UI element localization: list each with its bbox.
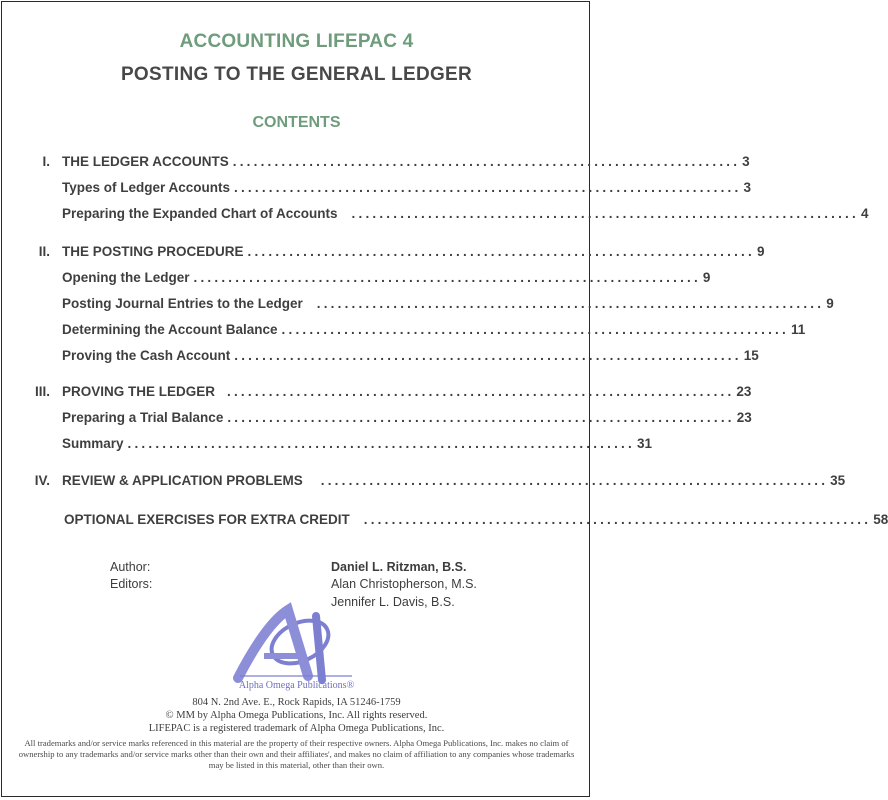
toc-label: Posting Journal Entries to the Ledger — [62, 296, 303, 311]
author-name: Daniel L. Ritzman, B.S. — [331, 560, 467, 574]
toc-entry-optional-exercises[interactable] — [64, 512, 888, 530]
copyright-notice: © MM by Alpha Omega Publications, Inc. All rights reserved. — [165, 710, 428, 721]
toc-entry-ledger-accounts[interactable] — [62, 154, 750, 172]
toc-label: Preparing a Trial Balance — [62, 410, 224, 425]
toc-leader: ......................................................................... — [351, 206, 859, 221]
toc-page: 15 — [743, 348, 759, 363]
toc-label: Determining the Account Balance — [62, 322, 278, 337]
toc-leader: ......................................................................... — [227, 384, 735, 399]
section-number: IV. — [34, 473, 50, 488]
editor-name: Jennifer L. Davis, B.S. — [331, 595, 455, 609]
toc-leader: ......................................................................... — [247, 244, 755, 259]
publisher-address: 804 N. 2nd Ave. E., Rock Rapids, IA 51246-1759 — [192, 697, 401, 708]
toc-leader: ......................................................................... — [127, 436, 635, 451]
toc-entry-review-problems[interactable] — [62, 473, 846, 491]
toc-page: 35 — [830, 473, 846, 488]
toc-label: Types of Ledger Accounts — [62, 180, 231, 195]
legal-disclaimer: All trademarks and/or service marks referenced in this material are the property of their respective owners. Alpha Omega Publications, Inc. makes no claim of ownership to any trademarks and/or service marks other than their own and their affiliates', and makes no claim of affiliation to any companies whose trademarks may be listed in this material, other than their own. — [18, 738, 575, 770]
toc-entry-account-balance[interactable] — [62, 322, 806, 340]
toc-label: Opening the Ledger — [62, 270, 190, 285]
toc-leader: ......................................................................... — [363, 512, 872, 527]
toc-entry-posting-journal-entries[interactable] — [62, 296, 834, 314]
toc-leader: ......................................................................... — [234, 348, 742, 363]
toc-page: 23 — [736, 384, 752, 399]
toc-entry-types-of-ledger-accounts[interactable] — [62, 180, 751, 198]
section-number: I. — [42, 154, 50, 169]
section-number: III. — [34, 384, 50, 399]
toc-entry-posting-procedure[interactable] — [62, 244, 765, 262]
toc-leader: ......................................................................... — [281, 322, 789, 337]
toc-entry-summary[interactable] — [62, 436, 652, 454]
toc-leader: ......................................................................... — [234, 180, 742, 195]
series-title: ACCOUNTING LIFEPAC 4 — [179, 31, 414, 52]
trademark-notice: LIFEPAC is a registered trademark of Alpha Omega Publications, Inc. — [148, 723, 445, 734]
toc-leader: ......................................................................... — [232, 154, 741, 169]
toc-entry-expanded-chart[interactable] — [62, 206, 869, 224]
toc-leader: ......................................................................... — [316, 296, 825, 311]
toc-page: 58 — [873, 512, 888, 527]
toc-leader: ......................................................................... — [320, 473, 829, 488]
page-title: POSTING TO THE GENERAL LEDGER — [120, 64, 473, 85]
toc-label: Proving the Cash Account — [62, 348, 231, 363]
toc-label: OPTIONAL EXERCISES FOR EXTRA CREDIT — [64, 512, 350, 527]
toc-entry-proving-cash[interactable] — [62, 348, 759, 366]
author-label: Author: — [110, 560, 151, 574]
toc-entry-opening-ledger[interactable] — [62, 270, 711, 288]
editors-label: Editors: — [110, 577, 153, 591]
toc-page: 9 — [702, 270, 711, 285]
toc-entry-proving-ledger[interactable] — [62, 384, 752, 402]
toc-page: 9 — [756, 244, 765, 259]
contents-heading: CONTENTS — [252, 114, 341, 131]
toc-leader: ......................................................................... — [227, 410, 735, 425]
toc-page: 4 — [860, 206, 869, 221]
toc-page: 3 — [742, 154, 750, 169]
toc-label: PROVING THE LEDGER — [62, 384, 216, 399]
toc-label: Summary — [62, 436, 124, 451]
toc-page: 31 — [636, 436, 652, 451]
toc-label: REVIEW & APPLICATION PROBLEMS — [62, 473, 303, 488]
toc-page: 9 — [826, 296, 834, 311]
toc-leader: ......................................................................... — [193, 270, 701, 285]
section-number: II. — [38, 244, 50, 259]
toc-page: 23 — [736, 410, 752, 425]
publisher-name: Alpha Omega Publications® — [238, 680, 355, 691]
toc-label: THE LEDGER ACCOUNTS — [62, 154, 229, 169]
toc-page: 11 — [790, 322, 806, 337]
toc-label: THE POSTING PROCEDURE — [62, 244, 244, 259]
toc-page: 3 — [743, 180, 751, 195]
editor-name: Alan Christopherson, M.S. — [331, 577, 477, 591]
toc-entry-trial-balance[interactable] — [62, 410, 752, 428]
toc-label: Preparing the Expanded Chart of Accounts — [62, 206, 338, 221]
